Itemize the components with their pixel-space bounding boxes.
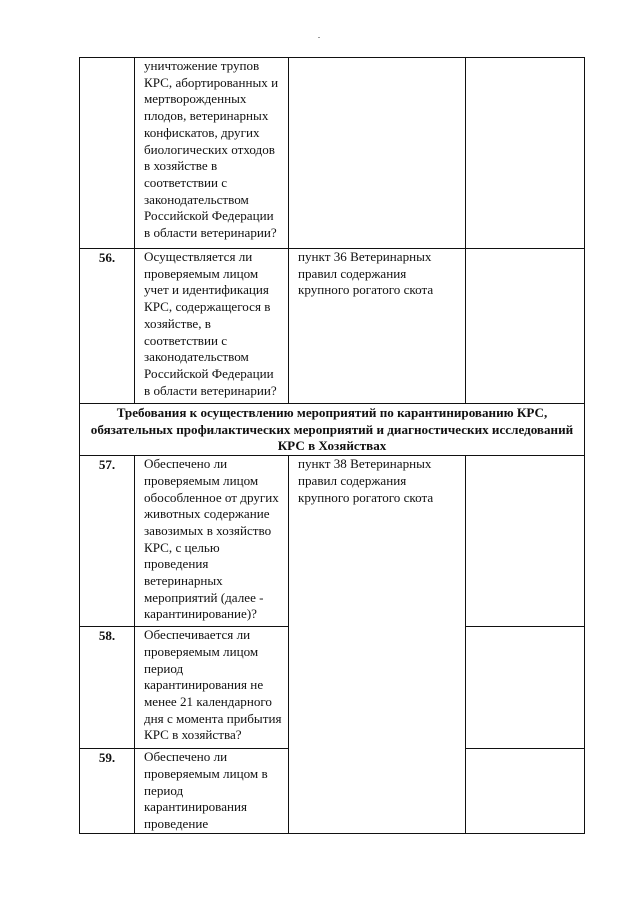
question-line: законодательством — [144, 349, 249, 365]
question-line: мероприятий (далее - — [144, 589, 264, 605]
question-line: КРС, с целью — [144, 539, 220, 555]
question-line: соответствии с — [144, 174, 228, 190]
question-line: менее 21 календарного — [144, 693, 272, 709]
question-line: проведения — [144, 556, 209, 572]
question-line: проверяемым лицом в — [144, 765, 268, 781]
reference-line: пункт 36 Ветеринарных — [298, 249, 432, 264]
reference-line: правил содержания — [298, 265, 407, 281]
reference-cell — [289, 456, 466, 834]
reference-line: правил содержания — [298, 472, 407, 488]
question-line: Осуществляется ли — [144, 249, 253, 264]
question-line: проверяемым лицом — [144, 265, 259, 281]
answer-cell — [466, 249, 585, 404]
question-line: Обеспечивается ли — [144, 627, 251, 643]
row-number-cell: 58. — [80, 627, 135, 749]
section-heading-line: КРС в Хозяйствах — [277, 438, 387, 454]
section-heading-line: Требования к осуществлению мероприятий по карантинированию КРС, — [116, 405, 548, 420]
row-number-cell: 57. — [80, 456, 135, 627]
question-line: Обеспечено ли — [144, 456, 228, 472]
question-line: карантинирования не — [144, 677, 264, 693]
section-heading-line: обязательных профилактических мероприятий и диагностических исследований — [90, 421, 574, 437]
question-line: дня с момента прибытия — [144, 710, 282, 726]
question-cell — [135, 58, 289, 249]
question-line: проведение — [144, 815, 209, 831]
question-line: Обеспечено ли — [144, 749, 228, 765]
question-line: обособленное от других — [144, 489, 279, 505]
question-line: карантинирование)? — [144, 606, 257, 622]
question-line: КРС, содержащегося в — [144, 299, 271, 315]
answer-cell — [466, 627, 585, 749]
question-line: в области ветеринарии? — [144, 225, 277, 241]
question-line: уничтожение трупов — [144, 58, 260, 73]
question-line: животных содержание — [144, 506, 270, 522]
question-line: Российской Федерации — [144, 208, 274, 224]
question-line: в хозяйстве в — [144, 158, 218, 174]
question-line: период — [144, 660, 184, 676]
question-cell — [135, 249, 289, 404]
row-number-cell: 59. — [80, 749, 135, 834]
question-line: КРС в хозяйства? — [144, 727, 242, 743]
question-cell — [135, 749, 289, 834]
checklist-table — [79, 57, 585, 834]
question-line: Российской Федерации — [144, 365, 274, 381]
answer-cell — [466, 749, 585, 834]
question-line: мертворожденных — [144, 91, 247, 107]
question-line: карантинирования — [144, 799, 248, 815]
question-cell — [135, 456, 289, 627]
row-number-cell: 56. — [80, 249, 135, 404]
table-row-continued — [80, 58, 585, 249]
reference-line: крупного рогатого скота — [298, 282, 434, 298]
question-line: проверяемым лицом — [144, 472, 259, 488]
question-line: КРС, абортированных и — [144, 74, 279, 90]
question-line: период — [144, 782, 184, 798]
question-cell — [135, 627, 289, 749]
section-heading-row — [80, 404, 585, 456]
question-line: ветеринарных — [144, 573, 223, 589]
question-line: завозимых в хозяйство — [144, 522, 272, 538]
answer-cell — [466, 456, 585, 627]
question-line: учет и идентификация — [144, 282, 269, 298]
reference-cell — [289, 58, 466, 249]
question-line: конфискатов, других — [144, 124, 260, 140]
answer-cell — [466, 58, 585, 249]
question-line: проверяемым лицом — [144, 643, 259, 659]
reference-line: крупного рогатого скота — [298, 489, 434, 505]
table-row-57 — [80, 456, 585, 627]
question-line: плодов, ветеринарных — [144, 108, 269, 124]
question-line: законодательством — [144, 191, 249, 207]
question-line: хозяйстве, в — [144, 315, 211, 331]
question-line: в области ветеринарии? — [144, 382, 277, 398]
scan-mark — [318, 37, 320, 38]
section-heading — [80, 404, 585, 456]
table-row-56 — [80, 249, 585, 404]
reference-line: пункт 38 Ветеринарных — [298, 456, 432, 472]
question-line: соответствии с — [144, 332, 228, 348]
question-line: биологических отходов — [144, 141, 275, 157]
row-number-cell — [80, 58, 135, 249]
reference-cell — [289, 249, 466, 404]
